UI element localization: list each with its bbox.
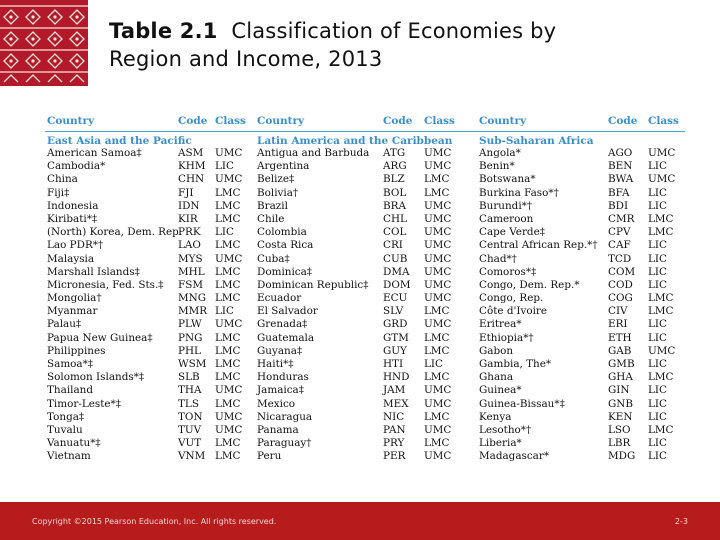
header-country: Country <box>47 115 95 127</box>
table-row <box>45 437 685 450</box>
cell-class: LMC <box>648 371 674 384</box>
cell-country: Gambia, The* <box>479 358 552 370</box>
cell-code: COD <box>608 278 633 291</box>
header-country: Country <box>257 115 305 127</box>
cell-country: Guinea-Bissau*‡ <box>479 397 565 410</box>
table-row <box>45 239 685 252</box>
cell-code: MNG <box>178 292 207 305</box>
cell-code: COG <box>608 292 633 305</box>
cell-country: Timor-Leste*‡ <box>47 397 121 410</box>
cell-country: El Salvador <box>257 305 318 318</box>
cell-country: Marshall Islands‡ <box>47 265 140 278</box>
cell-class: UMC <box>424 212 452 225</box>
cell-country: Paraguay† <box>257 437 312 450</box>
cell-country: Haiti*‡ <box>257 358 294 370</box>
cell-class: LMC <box>648 292 674 305</box>
cell-country: Argentina <box>257 160 310 173</box>
table-row <box>45 147 685 160</box>
table-header-row <box>45 113 685 132</box>
cell-country: Brazil <box>257 199 288 212</box>
cell-country: Congo, Dem. Rep.* <box>479 278 580 291</box>
cell-class: LIC <box>648 186 667 199</box>
cell-code: SLB <box>178 371 200 384</box>
cell-code: MYS <box>178 252 203 265</box>
cell-code: MDG <box>608 450 636 463</box>
cell-country: Guatemala <box>257 331 315 344</box>
cell-code: COL <box>383 226 407 239</box>
cell-country: Ghana <box>479 371 514 384</box>
header-class: Class <box>648 115 679 127</box>
cell-class: LMC <box>215 199 241 212</box>
cell-country: Papua New Guinea‡ <box>47 331 153 344</box>
cell-class: UMC <box>424 226 452 239</box>
cell-class: UMC <box>424 423 452 436</box>
cell-class: LMC <box>215 239 241 252</box>
cell-code: ATG <box>383 147 406 159</box>
cell-code: CPV <box>608 226 631 239</box>
cell-class: LMC <box>215 450 241 463</box>
cell-class: LIC <box>648 265 667 278</box>
cell-class: UMC <box>424 199 452 212</box>
table-row <box>45 411 685 424</box>
cell-country: Belize‡ <box>257 173 295 186</box>
table-row <box>45 279 685 292</box>
cell-class: LMC <box>424 173 450 186</box>
cell-class: LIC <box>648 331 667 344</box>
region-header-row <box>45 132 685 147</box>
cell-code: PNG <box>178 331 203 344</box>
cell-code: ASM <box>178 147 204 159</box>
cell-code: CHL <box>383 212 407 225</box>
table-row <box>45 160 685 173</box>
table-row <box>45 332 685 345</box>
cell-class: LMC <box>215 292 241 305</box>
cell-class: LIC <box>215 305 234 318</box>
cell-country: Honduras <box>257 371 309 384</box>
cell-class: UMC <box>424 160 452 173</box>
cell-country: Malaysia <box>47 252 95 265</box>
cell-country: Fiji‡ <box>47 186 70 199</box>
cell-class: LMC <box>424 186 450 199</box>
cell-country: Cape Verde‡ <box>479 226 545 239</box>
cell-country: Chile <box>257 212 285 225</box>
cell-country: Mongolia† <box>47 292 102 305</box>
cell-country: Vietnam <box>47 450 91 463</box>
cell-code: CHN <box>178 173 205 186</box>
cell-country: Samoa*‡ <box>47 358 94 370</box>
cell-country: Madagascar* <box>479 450 550 463</box>
cell-class: UMC <box>648 344 676 357</box>
cell-code: PRK <box>178 226 201 239</box>
cell-class: LMC <box>424 371 450 384</box>
cell-class: LMC <box>424 331 450 344</box>
cell-code: TON <box>178 410 203 423</box>
cell-class: LIC <box>648 410 667 423</box>
footer-bar <box>0 502 720 540</box>
cell-class: LIC <box>648 397 667 410</box>
cell-code: KHM <box>178 160 206 173</box>
cell-class: LMC <box>215 371 241 384</box>
page-number: 2-3 <box>674 517 688 526</box>
cell-country: Liberia* <box>479 437 522 450</box>
cell-class: UMC <box>424 147 452 159</box>
table-row <box>45 226 685 239</box>
cell-code: GUY <box>383 344 407 357</box>
table-row <box>45 424 685 437</box>
cell-country: Gabon <box>479 344 514 357</box>
cell-country: Palau‡ <box>47 318 82 331</box>
cell-class: LMC <box>424 437 450 450</box>
region-label: Sub-Saharan Africa <box>479 135 594 147</box>
table-row <box>45 318 685 331</box>
cell-country: Lao PDR*† <box>47 239 104 252</box>
cell-code: BOL <box>383 186 407 199</box>
cell-country: Cambodia* <box>47 160 106 173</box>
table-row <box>45 200 685 213</box>
slide-title <box>109 17 556 73</box>
cell-code: GAB <box>608 344 632 357</box>
cell-class: UMC <box>215 318 243 331</box>
cell-code: PHL <box>178 344 201 357</box>
region-label: East Asia and the Pacific <box>47 135 192 147</box>
cell-country: Myanmar <box>47 305 98 318</box>
cell-country: Burundi*† <box>479 199 533 212</box>
cell-class: UMC <box>648 173 676 186</box>
cell-code: BRA <box>383 199 406 212</box>
header-code: Code <box>178 115 208 127</box>
cell-class: LMC <box>648 305 674 318</box>
cell-country: Philippines <box>47 344 106 357</box>
classification-table <box>45 113 685 464</box>
cell-code: BEN <box>608 160 633 173</box>
cell-class: UMC <box>424 384 452 397</box>
table-row <box>45 398 685 411</box>
cell-code: CRI <box>383 239 403 252</box>
cell-country: Bolivia† <box>257 186 299 199</box>
cell-code: VNM <box>178 450 206 463</box>
cell-country: Panama <box>257 423 299 436</box>
header-code: Code <box>383 115 413 127</box>
cell-country: Kenya <box>479 410 512 423</box>
cell-country: Dominica‡ <box>257 265 312 278</box>
cell-code: MEX <box>383 397 409 410</box>
cell-code: ERI <box>608 318 628 331</box>
cell-country: Antigua and Barbuda <box>257 147 370 159</box>
table-row <box>45 253 685 266</box>
cell-country: Benin* <box>479 160 515 173</box>
cell-country: American Samoa‡ <box>47 147 142 159</box>
cell-code: KEN <box>608 410 633 423</box>
cell-code: CMR <box>608 212 635 225</box>
copyright-text: Copyright ©2015 Pearson Education, Inc. All rights reserved. <box>32 517 277 526</box>
cell-class: UMC <box>424 278 452 291</box>
cell-code: GMB <box>608 358 635 370</box>
cell-country: Chad*† <box>479 252 517 265</box>
cell-class: LMC <box>215 331 241 344</box>
cell-country: Nicaragua <box>257 410 313 423</box>
cell-class: LMC <box>648 226 674 239</box>
cell-class: UMC <box>424 318 452 331</box>
cell-class: UMC <box>215 423 243 436</box>
cell-class: LMC <box>215 186 241 199</box>
table-row <box>45 371 685 384</box>
cell-class: LIC <box>424 358 443 370</box>
cell-code: JAM <box>383 384 406 397</box>
cell-class: LIC <box>215 226 234 239</box>
cell-code: ECU <box>383 292 408 305</box>
cell-code: TLS <box>178 397 199 410</box>
header-country: Country <box>479 115 527 127</box>
cell-country: Côte d'Ivoire <box>479 305 548 318</box>
table-row <box>45 292 685 305</box>
cell-class: LIC <box>648 437 667 450</box>
table-row <box>45 384 685 397</box>
cell-code: GHA <box>608 371 633 384</box>
cell-class: LMC <box>215 265 241 278</box>
cell-code: ARG <box>383 160 407 173</box>
cell-country: Indonesia <box>47 199 99 212</box>
cell-code: VUT <box>178 437 202 450</box>
cell-country: Peru <box>257 450 282 463</box>
table-row <box>45 173 685 186</box>
cell-country: Ecuador <box>257 292 302 305</box>
cell-class: UMC <box>215 147 243 159</box>
cell-code: KIR <box>178 212 198 225</box>
cell-class: UMC <box>648 147 676 159</box>
cell-class: UMC <box>424 292 452 305</box>
table-row <box>45 345 685 358</box>
cell-country: Cuba‡ <box>257 252 290 265</box>
cell-code: CAF <box>608 239 631 252</box>
cell-country: Congo, Rep. <box>479 292 544 305</box>
cell-class: UMC <box>215 410 243 423</box>
cell-code: BDI <box>608 199 629 212</box>
cell-country: Thailand <box>47 384 94 397</box>
cell-class: LMC <box>215 344 241 357</box>
cell-class: UMC <box>424 252 452 265</box>
cell-class: UMC <box>424 265 452 278</box>
cell-code: GIN <box>608 384 630 397</box>
cell-class: LMC <box>215 437 241 450</box>
cell-class: LMC <box>215 397 241 410</box>
cell-code: CUB <box>383 252 408 265</box>
table-row <box>45 305 685 318</box>
title-line-2: Region and Income, 2013 <box>109 47 383 71</box>
cell-class: LIC <box>648 278 667 291</box>
cell-code: PRY <box>383 437 405 450</box>
cell-class: LIC <box>648 199 667 212</box>
table-row <box>45 213 685 226</box>
cell-code: IDN <box>178 199 200 212</box>
cell-country: Grenada‡ <box>257 318 308 331</box>
cell-country: Cameroon <box>479 212 534 225</box>
header-class: Class <box>424 115 455 127</box>
header-class: Class <box>215 115 246 127</box>
cell-country: Guinea* <box>479 384 522 397</box>
table-row <box>45 358 685 371</box>
cell-code: SLV <box>383 305 404 318</box>
cell-class: LMC <box>424 305 450 318</box>
cell-code: PLW <box>178 318 202 331</box>
textile-logo-icon <box>0 0 88 86</box>
cell-code: ETH <box>608 331 632 344</box>
cell-code: GRD <box>383 318 408 331</box>
cell-code: FJI <box>178 186 194 199</box>
cell-code: CIV <box>608 305 628 318</box>
cell-country: Tonga‡ <box>47 410 85 423</box>
cell-class: LMC <box>648 423 674 436</box>
cell-country: Eritrea* <box>479 318 522 331</box>
cell-code: MMR <box>178 305 208 318</box>
table-row <box>45 450 685 463</box>
cell-class: LIC <box>648 358 667 370</box>
cell-class: LIC <box>648 239 667 252</box>
cell-country: Mexico <box>257 397 296 410</box>
cell-country: Burkina Faso*† <box>479 186 559 199</box>
cell-code: AGO <box>608 147 633 159</box>
cell-class: LMC <box>424 344 450 357</box>
cell-class: LIC <box>648 318 667 331</box>
cell-code: GNB <box>608 397 634 410</box>
cell-class: UMC <box>215 384 243 397</box>
cell-code: PER <box>383 450 406 463</box>
cell-country: Colombia <box>257 226 307 239</box>
cell-class: UMC <box>424 239 452 252</box>
cell-country: Vanuatu*‡ <box>47 437 101 450</box>
cell-country: Guyana‡ <box>257 344 303 357</box>
cell-code: NIC <box>383 410 405 423</box>
cell-country: Tuvalu <box>47 423 83 436</box>
cell-country: Costa Rica <box>257 239 314 252</box>
cell-code: BLZ <box>383 173 405 186</box>
cell-class: UMC <box>215 252 243 265</box>
cell-country: Jamaica‡ <box>257 384 304 397</box>
title-line-1 <box>109 17 556 45</box>
cell-class: LIC <box>648 384 667 397</box>
cell-code: BWA <box>608 173 634 186</box>
cell-country: Kiribati*‡ <box>47 212 98 225</box>
cell-country: Solomon Islands*‡ <box>47 371 145 384</box>
cell-class: LMC <box>215 358 241 370</box>
cell-class: LMC <box>424 410 450 423</box>
cell-class: LMC <box>648 212 674 225</box>
cell-country: Botswana* <box>479 173 536 186</box>
cell-country: (North) Korea, Dem. Rep. <box>47 226 183 239</box>
cell-country: Dominican Republic‡ <box>257 278 369 291</box>
table-row <box>45 187 685 200</box>
title-text: Classification of Economies by <box>231 19 557 43</box>
cell-country: Comoros*‡ <box>479 265 537 278</box>
cell-code: TUV <box>178 423 202 436</box>
cell-country: Micronesia, Fed. Sts.‡ <box>47 278 164 291</box>
cell-country: Angola* <box>479 147 521 159</box>
cell-code: HTI <box>383 358 404 370</box>
cell-code: TCD <box>608 252 632 265</box>
cell-code: WSM <box>178 358 207 370</box>
header-code: Code <box>608 115 638 127</box>
cell-code: MHL <box>178 265 205 278</box>
table-row <box>45 266 685 279</box>
cell-class: LIC <box>648 450 667 463</box>
cell-code: THA <box>178 384 202 397</box>
cell-code: BFA <box>608 186 630 199</box>
table-body <box>45 147 685 464</box>
region-label: Latin America and the Caribbean <box>257 135 453 147</box>
cell-code: LSO <box>608 423 631 436</box>
cell-code: DMA <box>383 265 410 278</box>
cell-code: COM <box>608 265 636 278</box>
cell-class: LIC <box>648 160 667 173</box>
cell-class: LMC <box>215 278 241 291</box>
cell-country: Central African Rep.*† <box>479 239 598 252</box>
cell-code: HND <box>383 371 410 384</box>
cell-code: GTM <box>383 331 409 344</box>
cell-class: UMC <box>215 173 243 186</box>
cell-class: LIC <box>648 252 667 265</box>
table-number: Table 2.1 <box>109 19 218 43</box>
cell-code: LAO <box>178 239 201 252</box>
cell-class: LIC <box>215 160 234 173</box>
cell-country: Lesotho*† <box>479 423 532 436</box>
cell-class: UMC <box>424 450 452 463</box>
cell-code: LBR <box>608 437 631 450</box>
cell-code: PAN <box>383 423 406 436</box>
cell-class: LMC <box>215 212 241 225</box>
cell-code: FSM <box>178 278 203 291</box>
cell-code: DOM <box>383 278 411 291</box>
cell-country: China <box>47 173 78 186</box>
cell-country: Ethiopia*† <box>479 331 534 344</box>
cell-class: UMC <box>424 397 452 410</box>
